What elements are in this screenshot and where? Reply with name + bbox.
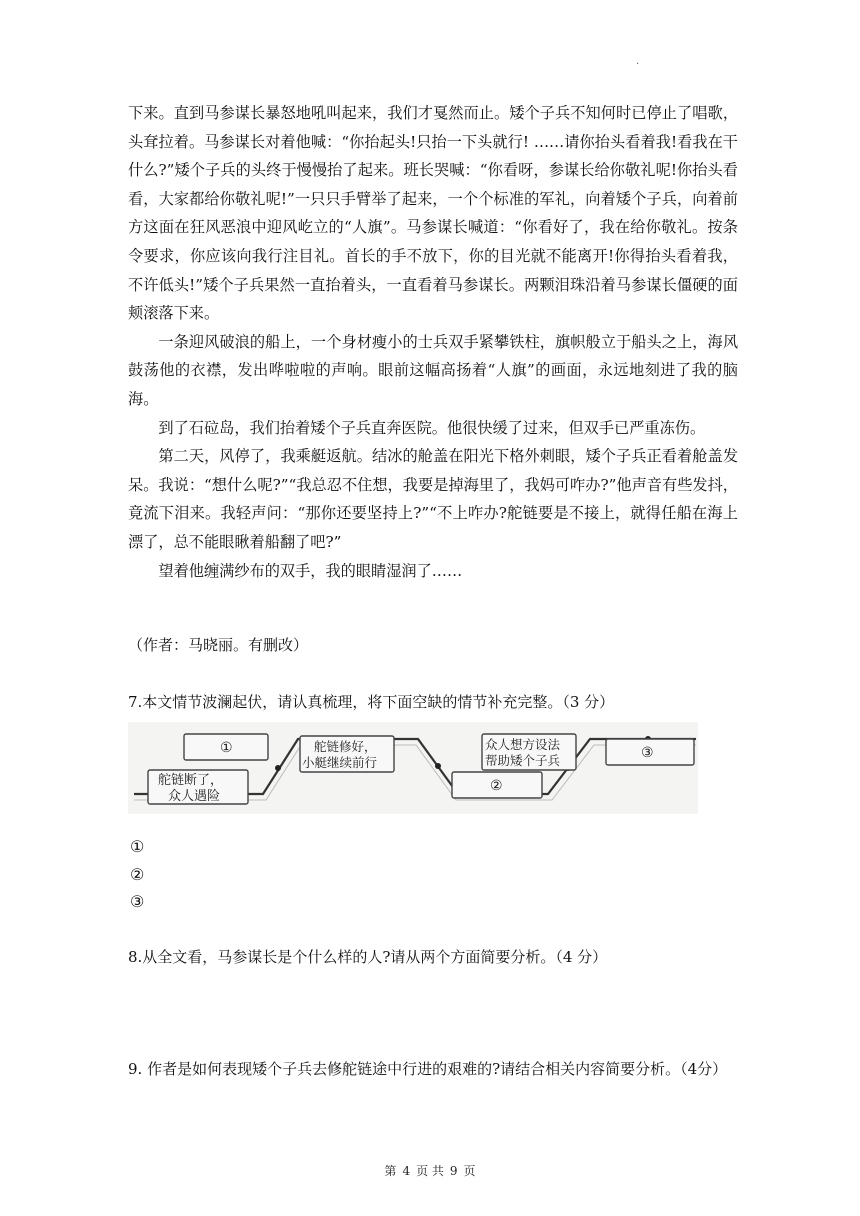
- answer-slot-2: ②: [130, 864, 145, 884]
- story-text: [128, 99, 738, 585]
- footer-total-pages: 9: [449, 1164, 458, 1178]
- footer-middle: 页 共: [416, 1164, 444, 1178]
- page-footer: [0, 1162, 860, 1179]
- plot-node: [275, 765, 281, 771]
- box-help-line2: 帮助矮个子兵: [485, 753, 561, 768]
- box-blank-2-label: ②: [490, 778, 503, 794]
- footer-prefix: 第: [384, 1164, 397, 1178]
- box-repair-line2: 小艇继续前行: [302, 755, 378, 770]
- box-blank-1-label: ①: [220, 740, 233, 756]
- story-paragraph: 第二天，风停了，我乘艇返航。结冰的舱盖在阳光下格外刺眼，矮个子兵正看着舱盖发呆。我说：“想什么呢?”“我总忍不住想，我要是掉海里了，我妈可咋办?”他声音有些发抖，竟流下泪来。我轻声问：“那你还要坚持上?”“不上咋办?舵链要是不接上，就得任船在海上漂了，总不能眼瞅着船翻了吧?”: [128, 447, 738, 551]
- story-paragraph: 一条迎风破浪的船上，一个身材瘦小的士兵双手紧攀铁柱，旗帜般立于船头之上，海风鼓荡他的衣襟，发出哗啦啦的声响。眼前这幅高扬着“人旗”的画面，永远地刻进了我的脑海。: [128, 332, 738, 408]
- story-paragraph: 下来。直到马参谋长暴怒地吼叫起来，我们才戛然而止。矮个子兵不知何时已停止了唱歌，头耷拉着。马参谋长对着他喊：“你抬起头!只抬一下头就行! ……请你抬头看着我!看我在干什么?”矮个子兵的头终于慢慢抬了起来。班长哭喊：“你看呀，参谋长给你敬礼呢!你抬头看看，大家都给你敬礼呢!”一只只手臂举了起来，一个个标准的军礼，向着矮个子兵，向着前方这面在狂风恶浪中迎风屹立的“人旗”。马参谋长喊道：“你看好了，我在给你敬礼。按条令要求，你应该向我行注目礼。首长的手不放下，你的目光就不能离开!你得抬头看着我，不许低头!”矮个子兵果然一直抬着头，一直看着马参谋长。两颗泪珠沿着马参谋长僵硬的面颊滚落下来。: [128, 104, 738, 323]
- footer-suffix: 页: [463, 1164, 476, 1178]
- plot-node: [435, 763, 441, 769]
- footer-current-page: 4: [402, 1164, 411, 1178]
- box-start-line2: 众人遇险: [168, 789, 221, 804]
- plot-diagram: [128, 722, 698, 814]
- answer-list: [130, 833, 144, 916]
- question-8: 8.从全文看，马参谋长是个什么样的人?请从两个方面简要分析。（4 分）: [128, 948, 608, 966]
- story-paragraph: 望着他缠满纱布的双手，我的眼睛湿润了……: [158, 561, 463, 580]
- story-paragraph: 到了石砬岛，我们抬着矮个子兵直奔医院。他很快缓了过来，但双手已严重冻伤。: [158, 418, 706, 437]
- box-help-line1: 众人想方设法: [485, 737, 561, 752]
- box-start-line1: 舵链断了，: [158, 773, 224, 788]
- answer-slot-1: ①: [130, 837, 145, 856]
- answer-slot-3: ③: [130, 892, 145, 911]
- question-9: 9. 作者是如何表现矮个子兵去修舵链途中行进的艰难的?请结合相关内容简要分析。（4分）: [128, 1060, 728, 1078]
- box-repair-line1: 舵链修好，: [314, 739, 377, 754]
- box-blank-3-label: ③: [641, 745, 654, 761]
- author-note: （作者：马晓丽。有删改）: [128, 636, 309, 654]
- corner-mark: .: [636, 56, 640, 67]
- question-7: 7.本文情节波澜起伏，请认真梳理，将下面空缺的情节补充完整。（3 分）: [128, 693, 615, 711]
